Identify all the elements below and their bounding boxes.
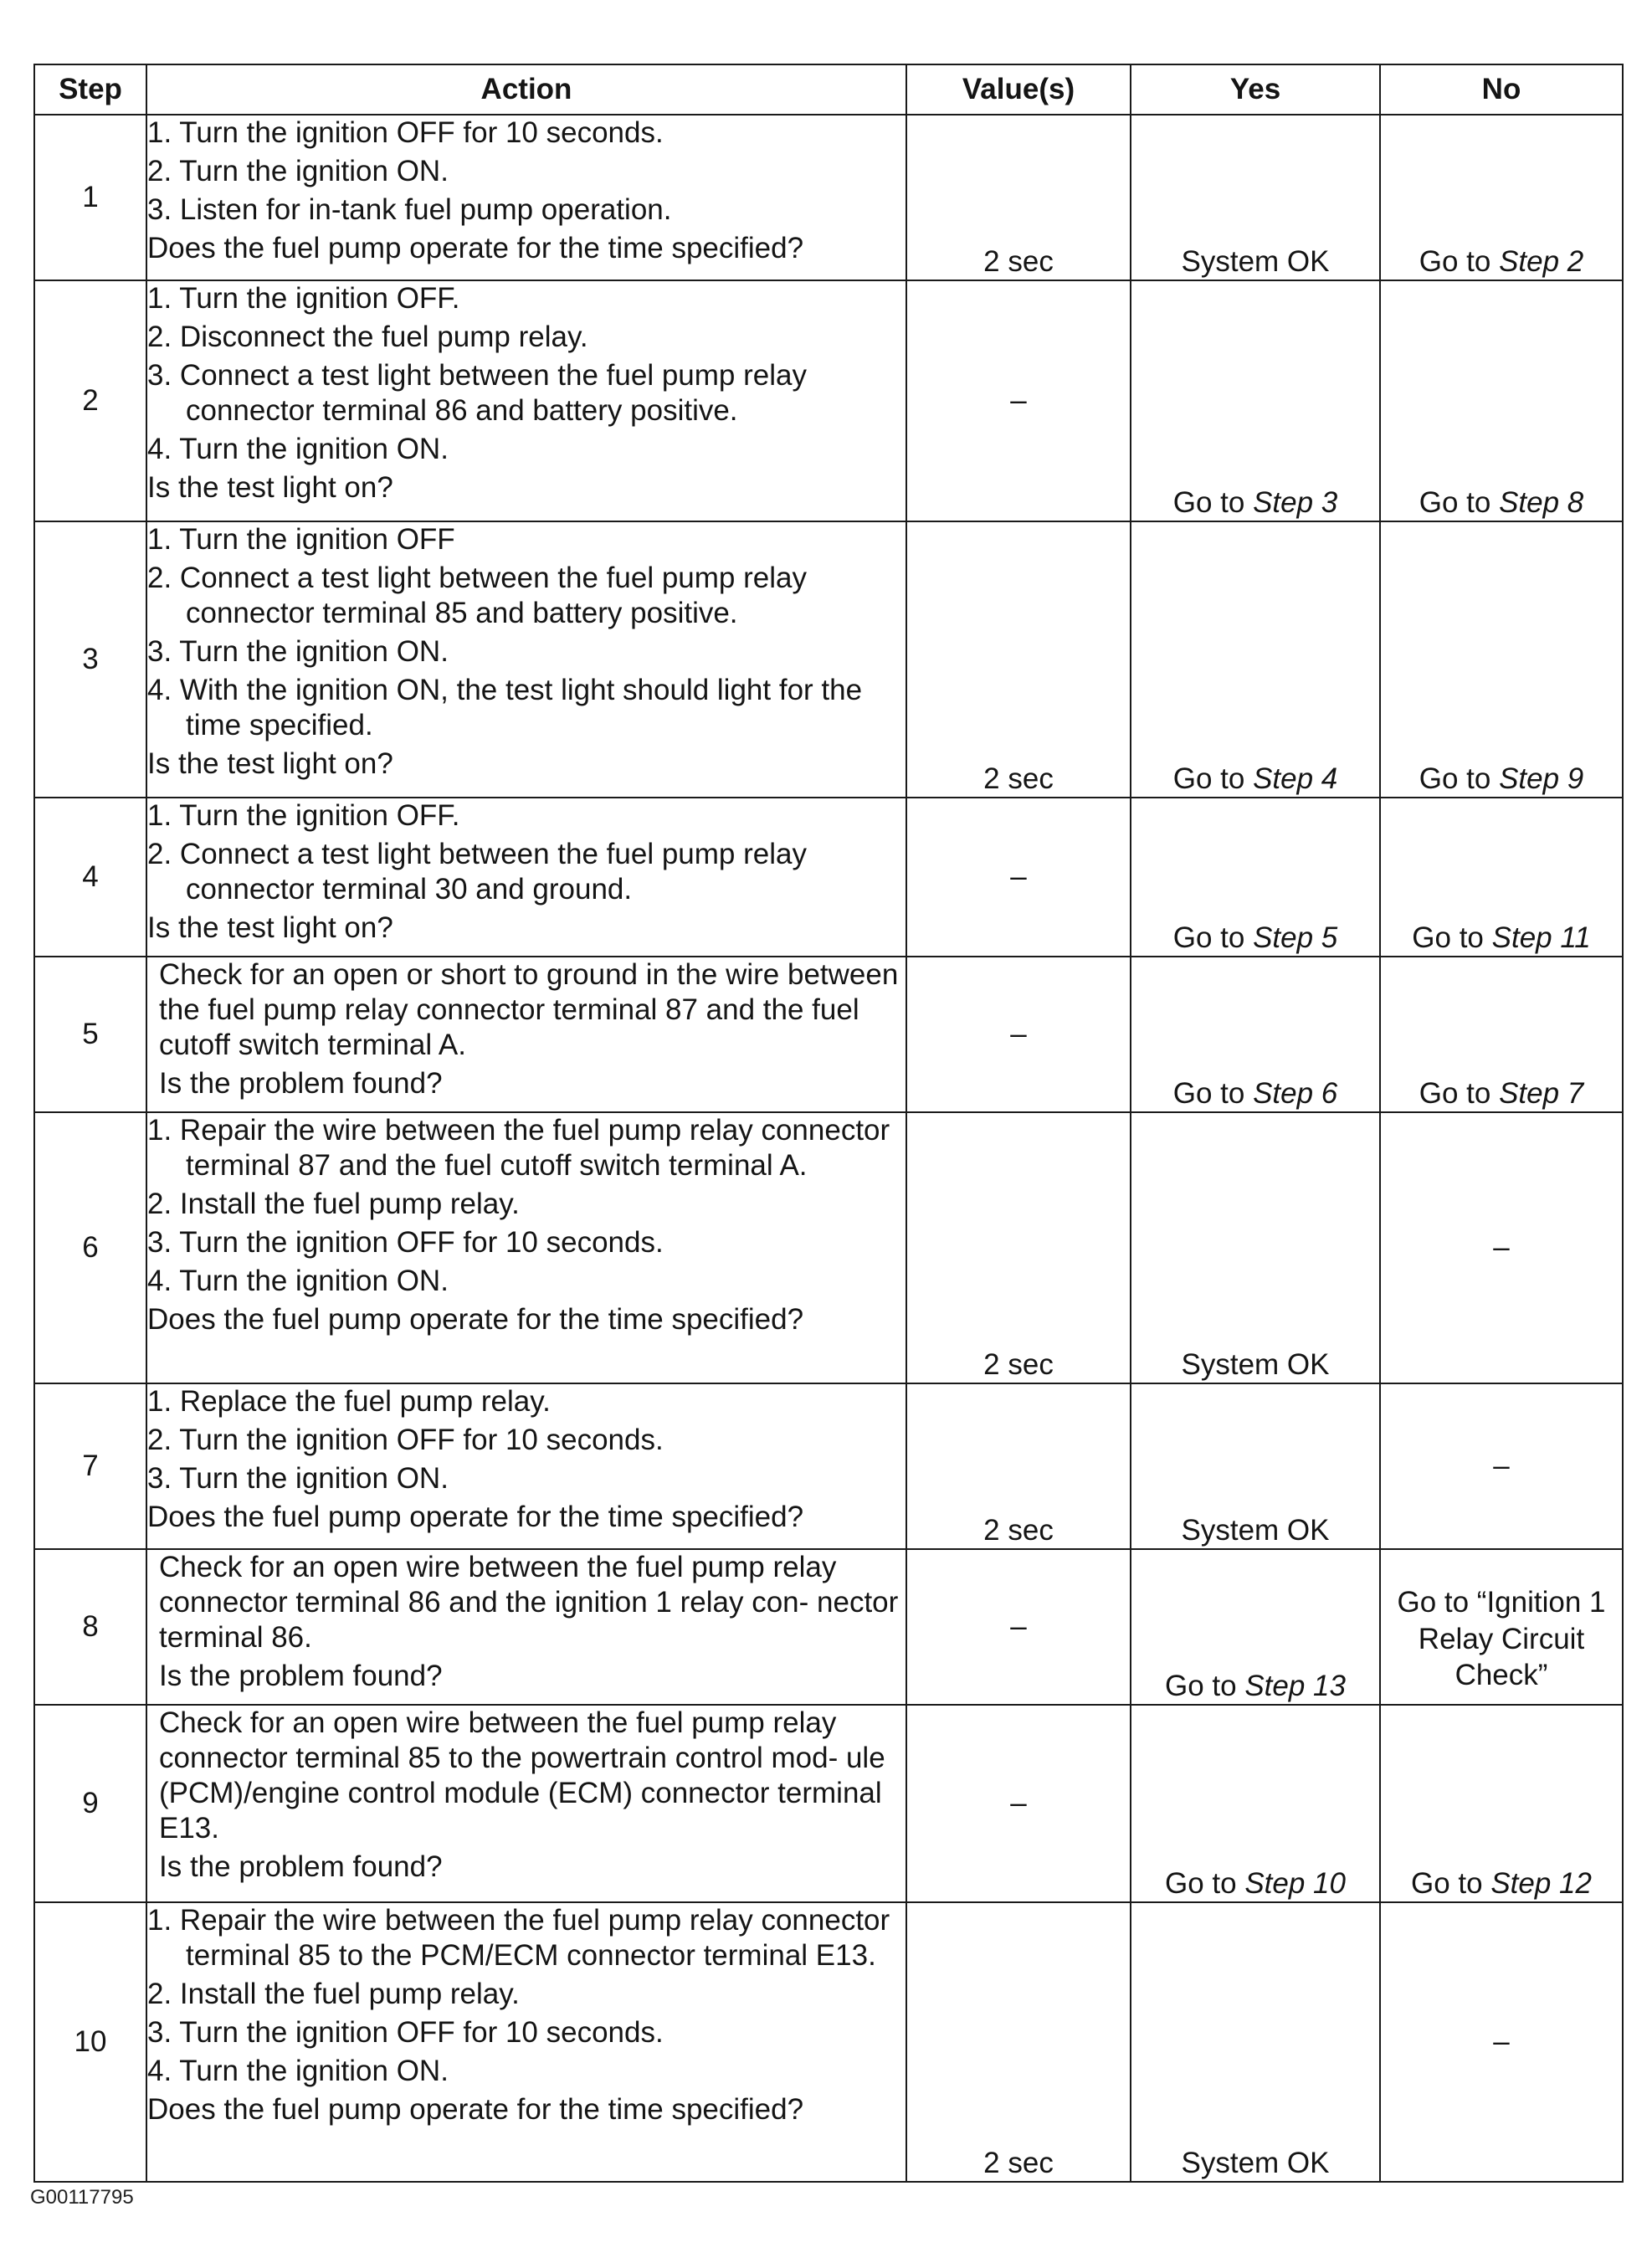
action-cell <box>146 1112 906 1383</box>
goto-prefix: Go to <box>1412 921 1492 954</box>
header-row <box>34 64 1623 115</box>
step-number: 2 <box>34 280 146 521</box>
action-question: Does the fuel pump operate for the time specified? <box>147 2093 804 2126</box>
action-line: 1. Turn the ignition OFF. <box>147 799 460 832</box>
table-row <box>34 521 1623 798</box>
goto-prefix: Go to <box>1172 486 1254 519</box>
action-cell <box>146 1383 906 1549</box>
value-cell: – <box>906 957 1131 1112</box>
action-line: 1. Repair the wire between the fuel pump relay connector terminal 85 to the PCM/ECM connector terminal E13. <box>147 1904 890 1972</box>
action-line: 4. Turn the ignition ON. <box>147 433 449 465</box>
step-number: 8 <box>34 1549 146 1705</box>
goto-reference-link: Go to “Ignition 1 Relay Circuit Check” <box>1397 1585 1606 1692</box>
goto-step-link: Step 10 <box>1244 1867 1346 1900</box>
diagnostic-table <box>33 64 1624 2183</box>
no-cell <box>1380 1549 1623 1705</box>
no-cell: – <box>1380 1902 1623 2182</box>
goto-step-link: Step 6 <box>1253 1077 1338 1110</box>
table-row <box>34 115 1623 280</box>
step-number: 7 <box>34 1383 146 1549</box>
action-line: 3. Turn the ignition OFF for 10 seconds. <box>147 1226 664 1259</box>
action-line: 3. Listen for in-tank fuel pump operation. <box>147 193 672 226</box>
yes-cell <box>1131 957 1380 1112</box>
action-line: 3. Connect a test light between the fuel pump relay connector terminal 86 and battery positive. <box>147 359 807 427</box>
action-cell <box>146 521 906 798</box>
action-line: 2. Turn the ignition ON. <box>147 155 449 187</box>
action-line: 1. Turn the ignition OFF. <box>147 282 460 315</box>
yes-cell <box>1131 1549 1380 1705</box>
no-cell <box>1380 1705 1623 1902</box>
action-line: 1. Replace the fuel pump relay. <box>147 1385 551 1418</box>
action-line: 2. Connect a test light between the fuel pump relay connector terminal 85 and battery positive. <box>147 562 807 629</box>
goto-step-link: Step 2 <box>1499 245 1584 278</box>
step-number: 6 <box>34 1112 146 1383</box>
value-cell: 2 sec <box>906 1902 1131 2182</box>
goto-prefix: Go to <box>1165 1867 1245 1900</box>
step-number: 3 <box>34 521 146 798</box>
step-number: 1 <box>34 115 146 280</box>
goto-prefix: Go to <box>1419 1077 1500 1110</box>
action-cell <box>146 957 906 1112</box>
goto-prefix: Go to <box>1419 245 1500 278</box>
goto-step-link: Step 7 <box>1499 1077 1584 1110</box>
goto-step-link: Step 11 <box>1491 921 1591 954</box>
action-cell <box>146 280 906 521</box>
yes-cell: System OK <box>1131 1112 1380 1383</box>
goto-prefix: Go to <box>1172 1077 1254 1110</box>
value-cell: 2 sec <box>906 1112 1131 1383</box>
action-line: Check for an open wire between the fuel pump relay connector terminal 86 and the ignition 1 relay con- nector terminal 86. <box>159 1551 899 1654</box>
goto-prefix: Go to <box>1419 486 1500 519</box>
action-line: 3. Turn the ignition ON. <box>147 635 449 668</box>
action-cell <box>146 1705 906 1902</box>
step-number: 4 <box>34 798 146 957</box>
no-cell <box>1380 521 1623 798</box>
goto-step-link: Step 13 <box>1244 1670 1346 1702</box>
goto-step-link: Step 3 <box>1253 486 1338 519</box>
yes-cell: System OK <box>1131 115 1380 280</box>
yes-cell <box>1131 798 1380 957</box>
header-action: Action <box>146 64 906 115</box>
action-question: Does the fuel pump operate for the time specified? <box>147 1501 804 1533</box>
header-yes: Yes <box>1131 64 1380 115</box>
action-line: 2. Turn the ignition OFF for 10 seconds. <box>147 1424 664 1456</box>
no-cell <box>1380 957 1623 1112</box>
goto-prefix: Go to <box>1172 921 1254 954</box>
table-row <box>34 1112 1623 1383</box>
value-cell: – <box>906 1549 1131 1705</box>
yes-cell: System OK <box>1131 1902 1380 2182</box>
goto-step-link: Step 5 <box>1253 921 1338 954</box>
action-question: Does the fuel pump operate for the time specified? <box>147 1303 804 1336</box>
action-cell <box>146 798 906 957</box>
figure-id-label: G00117795 <box>30 2186 134 2209</box>
value-cell: 2 sec <box>906 521 1131 798</box>
table-row <box>34 1902 1623 2182</box>
goto-step-link: Step 12 <box>1490 1867 1592 1900</box>
action-question: Is the test light on? <box>147 471 393 504</box>
action-question: Is the problem found? <box>159 1660 443 1692</box>
action-line: 1. Turn the ignition OFF for 10 seconds. <box>147 116 664 149</box>
value-cell: – <box>906 798 1131 957</box>
yes-cell <box>1131 1705 1380 1902</box>
value-cell: – <box>906 1705 1131 1902</box>
action-line: 4. Turn the ignition ON. <box>147 2055 449 2087</box>
action-question: Is the problem found? <box>159 1850 443 1883</box>
header-step: Step <box>34 64 146 115</box>
step-number: 10 <box>34 1902 146 2182</box>
goto-prefix: Go to <box>1411 1867 1491 1900</box>
action-line: Check for an open or short to ground in the wire between the fuel pump relay connector terminal 87 and the fuel cutoff switch terminal A. <box>159 958 899 1061</box>
value-cell: 2 sec <box>906 1383 1131 1549</box>
table-row <box>34 280 1623 521</box>
action-cell <box>146 115 906 280</box>
table-row <box>34 1705 1623 1902</box>
action-line: 3. Turn the ignition ON. <box>147 1462 449 1495</box>
step-number: 9 <box>34 1705 146 1902</box>
action-question: Is the test light on? <box>147 747 393 780</box>
action-question: Is the test light on? <box>147 911 393 944</box>
no-cell: – <box>1380 1112 1623 1383</box>
action-line: 1. Repair the wire between the fuel pump relay connector terminal 87 and the fuel cutoff switch terminal A. <box>147 1114 890 1182</box>
step-number: 5 <box>34 957 146 1112</box>
table-row <box>34 1383 1623 1549</box>
value-cell: 2 sec <box>906 115 1131 280</box>
action-line: 2. Disconnect the fuel pump relay. <box>147 321 588 353</box>
goto-prefix: Go to <box>1172 762 1254 795</box>
header-values: Value(s) <box>906 64 1131 115</box>
action-question: Does the fuel pump operate for the time specified? <box>147 232 804 264</box>
goto-step-link: Step 4 <box>1253 762 1338 795</box>
no-cell: – <box>1380 1383 1623 1549</box>
action-line: 3. Turn the ignition OFF for 10 seconds. <box>147 2016 664 2049</box>
action-line: 4. Turn the ignition ON. <box>147 1265 449 1297</box>
table-row <box>34 1549 1623 1705</box>
yes-cell: System OK <box>1131 1383 1380 1549</box>
table-row <box>34 957 1623 1112</box>
no-cell <box>1380 115 1623 280</box>
goto-step-link: Step 9 <box>1499 762 1584 795</box>
goto-prefix: Go to <box>1165 1670 1245 1702</box>
value-cell: – <box>906 280 1131 521</box>
table-row <box>34 798 1623 957</box>
action-cell <box>146 1902 906 2182</box>
goto-prefix: Go to <box>1419 762 1500 795</box>
no-cell <box>1380 280 1623 521</box>
action-line: 2. Install the fuel pump relay. <box>147 1978 520 2010</box>
goto-step-link: Step 8 <box>1499 486 1584 519</box>
no-cell <box>1380 798 1623 957</box>
action-line: 2. Install the fuel pump relay. <box>147 1188 520 1220</box>
action-cell <box>146 1549 906 1705</box>
action-line: 1. Turn the ignition OFF <box>147 523 455 556</box>
action-question: Is the problem found? <box>159 1067 443 1100</box>
yes-cell <box>1131 280 1380 521</box>
action-line: Check for an open wire between the fuel pump relay connector terminal 85 to the powertrain control mod- ule (PCM)/engine control module (ECM) connector terminal E13. <box>159 1706 885 1845</box>
yes-cell <box>1131 521 1380 798</box>
action-line: 2. Connect a test light between the fuel pump relay connector terminal 30 and ground. <box>147 838 807 906</box>
header-no: No <box>1380 64 1623 115</box>
action-line: 4. With the ignition ON, the test light should light for the time specified. <box>147 674 863 741</box>
